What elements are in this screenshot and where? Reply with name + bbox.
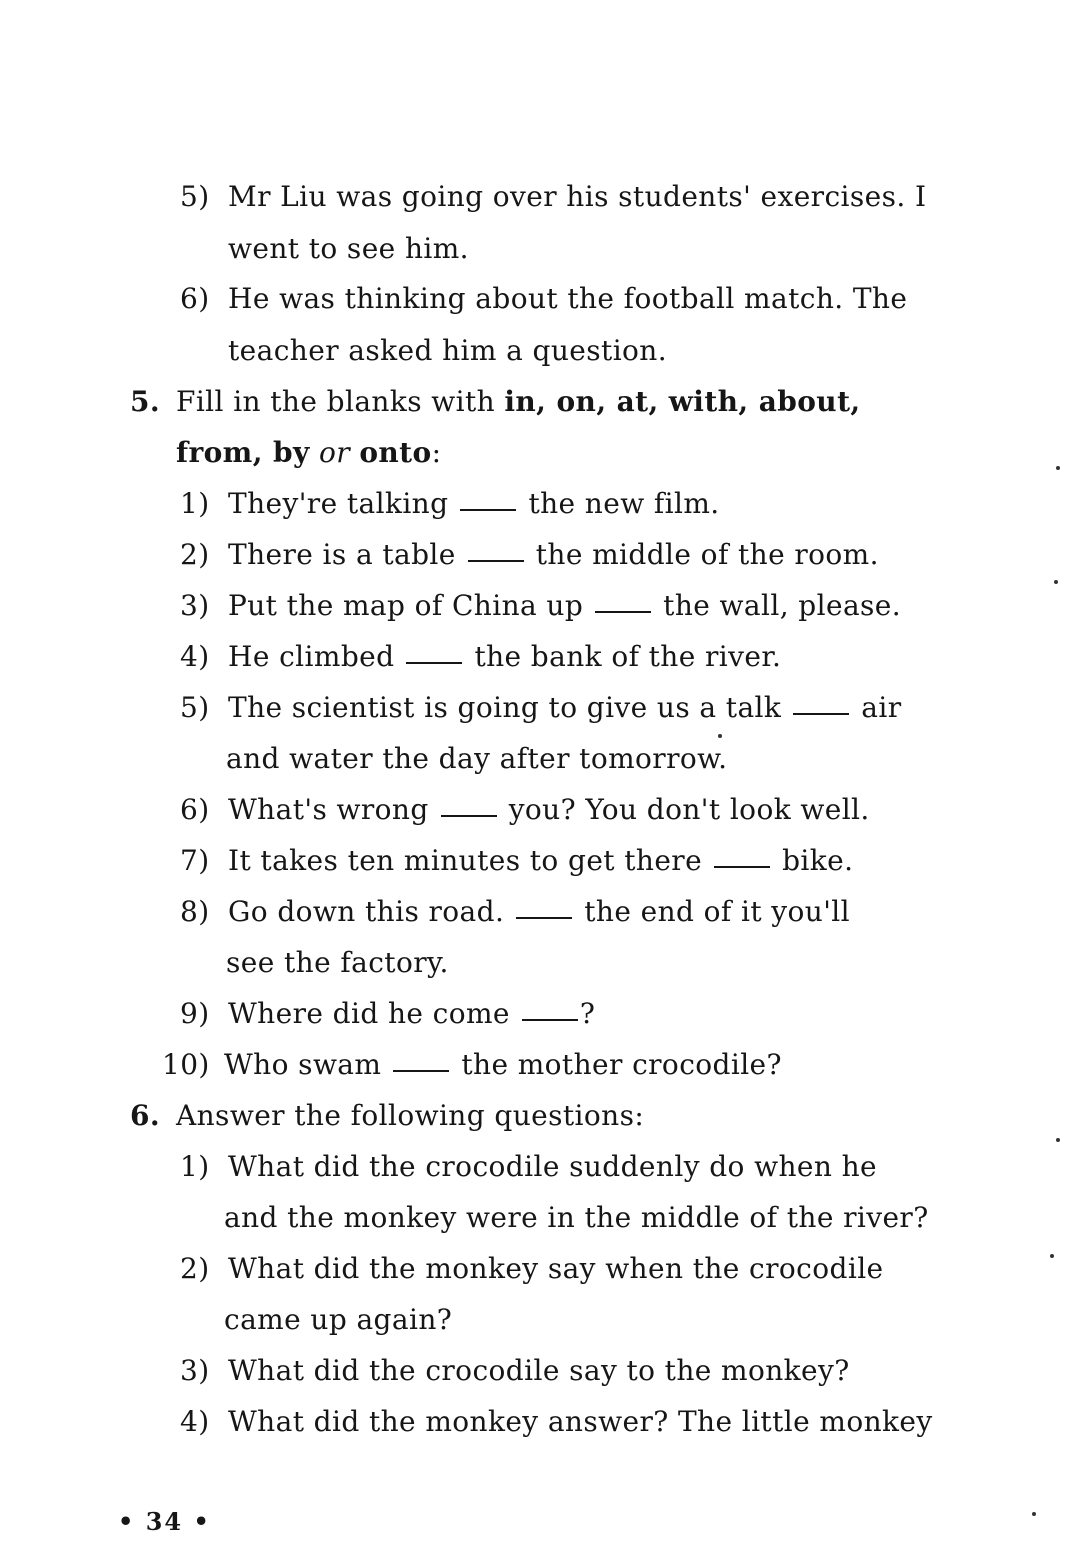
item-number: 10)	[162, 1048, 210, 1081]
item-text: What did the monkey say when the crocodile	[228, 1252, 884, 1285]
item-text-cont: came up again?	[224, 1303, 453, 1336]
section-number: 6.	[130, 1099, 161, 1132]
item-number: 2)	[180, 538, 210, 571]
section-5-heading	[130, 385, 861, 419]
item-before: Go down this road.	[228, 895, 505, 928]
item-before: They're talking	[228, 487, 449, 520]
answer-blank[interactable]	[406, 662, 462, 664]
item-text: What did the monkey answer? The little monkey	[228, 1405, 933, 1438]
item-text: Mr Liu was going over his students' exercises. I	[228, 180, 927, 213]
scan-speck	[1054, 580, 1058, 584]
scan-speck	[718, 734, 722, 738]
page-number	[118, 1507, 211, 1536]
item-before: Where did he come	[228, 997, 510, 1030]
scan-speck	[1050, 1254, 1054, 1258]
fill-item-7	[180, 844, 853, 878]
item-number: 9)	[180, 997, 210, 1030]
fill-item-1	[180, 487, 720, 521]
prev-item-6-line1	[180, 282, 907, 316]
item-number: 8)	[180, 895, 210, 928]
section-intro-words: in, on, at, with, about,	[504, 385, 861, 418]
answer-blank[interactable]	[522, 1019, 578, 1021]
section-intro: Answer the following questions:	[176, 1099, 645, 1132]
section-intro-colon: :	[431, 436, 442, 469]
item-number: 5)	[180, 180, 210, 213]
fill-item-10	[162, 1048, 782, 1082]
item-before: What's wrong	[228, 793, 429, 826]
item-before: Who swam	[224, 1048, 382, 1081]
item-text: What did the crocodile say to the monkey?	[228, 1354, 850, 1387]
item-number: 4)	[180, 1405, 210, 1438]
item-after: the wall, please.	[663, 589, 902, 622]
item-number: 5)	[180, 691, 210, 724]
answer-blank[interactable]	[460, 509, 516, 511]
fill-item-5	[180, 691, 902, 725]
item-before: He climbed	[228, 640, 395, 673]
question-1-cont	[224, 1201, 929, 1235]
fill-item-9	[180, 997, 595, 1031]
item-number: 3)	[180, 1354, 210, 1387]
item-after: the bank of the river.	[474, 640, 782, 673]
question-1	[180, 1150, 877, 1184]
item-before: There is a table	[228, 538, 456, 571]
question-4	[180, 1405, 933, 1439]
prev-item-5-line2	[228, 232, 469, 266]
item-number: 4)	[180, 640, 210, 673]
fill-item-3	[180, 589, 901, 623]
section-intro-words-a: from, by	[176, 436, 310, 469]
item-after: air	[861, 691, 902, 724]
question-2	[180, 1252, 884, 1286]
scan-speck	[1056, 466, 1060, 470]
answer-blank[interactable]	[595, 611, 651, 613]
section-intro-or: or	[309, 436, 360, 469]
fill-item-6	[180, 793, 870, 827]
answer-blank[interactable]	[793, 713, 849, 715]
item-text-cont: and the monkey were in the middle of the river?	[224, 1201, 929, 1234]
answer-blank[interactable]	[393, 1070, 449, 1072]
answer-blank[interactable]	[516, 917, 572, 919]
section-intro: Fill in the blanks with	[176, 385, 505, 418]
item-number: 2)	[180, 1252, 210, 1285]
section-5-heading-line2	[176, 436, 441, 470]
section-intro-words-b: onto	[359, 436, 432, 469]
item-number: 6)	[180, 282, 210, 315]
fill-item-4	[180, 640, 781, 674]
bullet-left: •	[118, 1507, 146, 1536]
item-number: 1)	[180, 487, 210, 520]
answer-blank[interactable]	[468, 560, 524, 562]
item-before: The scientist is going to give us a talk	[228, 691, 782, 724]
answer-blank[interactable]	[714, 866, 770, 868]
item-after: the middle of the room.	[535, 538, 879, 571]
item-after: bike.	[782, 844, 854, 877]
scan-speck	[1056, 1138, 1060, 1142]
item-text: What did the crocodile suddenly do when he	[228, 1150, 878, 1183]
item-after: you? You don't look well.	[508, 793, 870, 826]
fill-item-8	[180, 895, 850, 929]
section-6-heading	[130, 1099, 644, 1133]
item-text-cont: and water the day after tomorrow.	[226, 742, 728, 775]
item-before: It takes ten minutes to get there	[228, 844, 703, 877]
item-text-cont: went to see him.	[228, 232, 469, 265]
bullet-right: •	[183, 1507, 211, 1536]
item-after: the new film.	[528, 487, 720, 520]
page-number-text: 34	[145, 1507, 184, 1536]
item-number: 7)	[180, 844, 210, 877]
question-2-cont	[224, 1303, 452, 1337]
item-number: 3)	[180, 589, 210, 622]
item-number: 6)	[180, 793, 210, 826]
item-number: 1)	[180, 1150, 210, 1183]
question-3	[180, 1354, 850, 1388]
item-after: ?	[579, 997, 596, 1030]
item-after: the mother crocodile?	[461, 1048, 782, 1081]
item-text-cont: see the factory.	[226, 946, 449, 979]
item-text: He was thinking about the football match. The	[228, 282, 908, 315]
section-number: 5.	[130, 385, 161, 418]
item-before: Put the map of China up	[228, 589, 584, 622]
scan-speck	[1032, 1512, 1036, 1516]
prev-item-5-line1	[180, 180, 960, 214]
fill-item-8-cont	[226, 946, 449, 980]
fill-item-5-cont	[226, 742, 727, 776]
item-text-cont: teacher asked him a question.	[228, 334, 668, 367]
answer-blank[interactable]	[441, 815, 497, 817]
fill-item-2	[180, 538, 879, 572]
item-after: the end of it you'll	[584, 895, 851, 928]
prev-item-6-line2	[228, 334, 667, 368]
